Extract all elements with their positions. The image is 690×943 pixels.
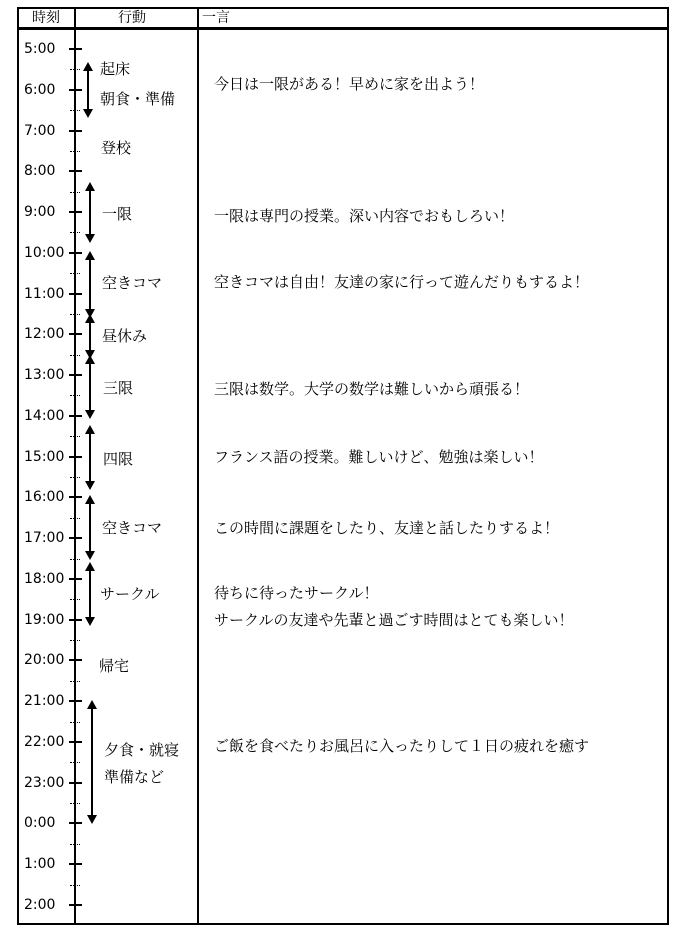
hour-tick — [69, 578, 82, 580]
half-hour-tick — [70, 273, 80, 274]
time-label: 21:00 — [24, 693, 65, 710]
time-label: 23:00 — [24, 774, 65, 791]
activity-free2: 空きコマ — [102, 519, 163, 537]
arrow-period4 — [89, 433, 91, 482]
hour-tick — [69, 496, 82, 498]
activity-circle: サークル — [100, 585, 160, 603]
activity-dinner-line2: 準備など — [104, 768, 165, 786]
time-label: 14:00 — [24, 407, 65, 424]
activity-period4: 四限 — [103, 450, 134, 468]
hour-tick — [69, 48, 82, 50]
half-hour-tick — [70, 762, 80, 763]
header-comment: 一言 — [202, 10, 230, 26]
half-hour-tick — [70, 192, 80, 193]
time-label: 13:00 — [24, 367, 65, 384]
half-hour-tick — [70, 395, 80, 396]
hour-tick — [69, 89, 82, 91]
half-hour-tick — [70, 844, 80, 845]
time-label: 17:00 — [24, 530, 65, 547]
comment-free2: この時間に課題をしたり、友達と話したりするよ！ — [214, 519, 560, 537]
hour-tick — [69, 700, 82, 702]
hour-tick — [69, 741, 82, 743]
half-hour-tick — [70, 69, 80, 70]
arrow-dinner — [91, 708, 93, 816]
comment-period4: フランス語の授業。難しいけど、勉強は楽しい！ — [214, 448, 544, 466]
time-label: 0:00 — [24, 815, 56, 832]
hour-tick — [69, 374, 82, 376]
activity-free1: 空きコマ — [102, 274, 163, 292]
half-hour-tick — [70, 436, 80, 437]
half-hour-tick — [70, 151, 80, 152]
arrow-period3 — [89, 363, 91, 411]
header-divider — [17, 27, 669, 30]
hour-tick — [69, 293, 82, 295]
half-hour-tick — [70, 518, 80, 519]
half-hour-tick — [70, 232, 80, 233]
time-label: 20:00 — [24, 652, 65, 669]
time-label: 12:00 — [24, 326, 65, 343]
arrow-lunch — [89, 322, 91, 351]
hour-tick — [69, 252, 82, 254]
comment-night: ご飯を食べたりお風呂に入ったりして１日の疲れを癒す — [214, 737, 590, 755]
half-hour-tick — [70, 681, 80, 682]
time-label: 5:00 — [24, 41, 56, 57]
half-hour-tick — [70, 885, 80, 886]
hour-tick — [69, 782, 82, 784]
time-label: 1:00 — [24, 856, 56, 873]
activity-commute: 登校 — [101, 139, 132, 157]
arrow-wake-breakfast — [87, 70, 89, 110]
hour-tick — [69, 130, 82, 132]
hour-tick — [69, 619, 82, 621]
time-label: 10:00 — [24, 244, 65, 261]
half-hour-tick — [70, 640, 80, 641]
hour-tick — [69, 904, 82, 906]
activity-dinner-line1: 夕食・就寝 — [104, 741, 180, 759]
activity-wake: 起床 — [100, 60, 131, 78]
arrow-circle — [89, 570, 91, 618]
time-label: 15:00 — [24, 448, 65, 465]
arrow-free1 — [89, 259, 91, 310]
time-label: 6:00 — [24, 81, 56, 98]
half-hour-tick — [70, 559, 80, 560]
header-time: 時刻 — [32, 10, 60, 26]
header-activity: 行動 — [118, 10, 146, 26]
half-hour-tick — [70, 355, 80, 356]
hour-tick — [69, 211, 82, 213]
half-hour-tick — [70, 110, 80, 111]
half-hour-tick — [70, 599, 80, 600]
time-label: 2:00 — [24, 896, 56, 913]
time-label: 16:00 — [24, 489, 65, 506]
comment-circle-line2: サークルの友達や先輩と過ごす時間はとても楽しい！ — [214, 611, 574, 629]
activity-period3: 三限 — [103, 379, 134, 397]
half-hour-tick — [70, 722, 80, 723]
half-hour-tick — [70, 477, 80, 478]
activity-home: 帰宅 — [99, 657, 130, 675]
time-label: 11:00 — [24, 285, 65, 302]
arrow-period1 — [89, 190, 91, 235]
hour-tick — [69, 333, 82, 335]
activity-lunch: 昼休み — [102, 327, 148, 345]
hour-tick — [69, 659, 82, 661]
time-label: 18:00 — [24, 570, 65, 587]
half-hour-tick — [70, 314, 80, 315]
activity-breakfast: 朝食・準備 — [100, 90, 176, 108]
comment-period3: 三限は数学。大学の数学は難しいから頑張る！ — [214, 380, 530, 398]
time-label: 22:00 — [24, 733, 65, 750]
hour-tick — [69, 863, 82, 865]
hour-tick — [69, 170, 82, 172]
hour-tick — [69, 415, 82, 417]
arrow-free2 — [89, 503, 91, 552]
half-hour-tick — [70, 803, 80, 804]
comment-period1: 一限は専門の授業。深い内容でおもしろい！ — [214, 207, 515, 225]
time-label: 7:00 — [24, 122, 56, 139]
hour-tick — [69, 822, 82, 824]
comment-circle-line1: 待ちに待ったサークル！ — [214, 584, 379, 602]
comment-morning: 今日は一限がある！早めに家を出よう！ — [214, 75, 485, 93]
time-label: 8:00 — [24, 163, 56, 180]
comment-free1: 空きコマは自由！友達の家に行って遊んだりもするよ！ — [214, 273, 590, 291]
time-label: 9:00 — [24, 204, 56, 221]
column-divider-activity — [197, 7, 199, 925]
hour-tick — [69, 537, 82, 539]
time-label: 19:00 — [24, 611, 65, 628]
hour-tick — [69, 456, 82, 458]
activity-period1: 一限 — [102, 205, 133, 223]
